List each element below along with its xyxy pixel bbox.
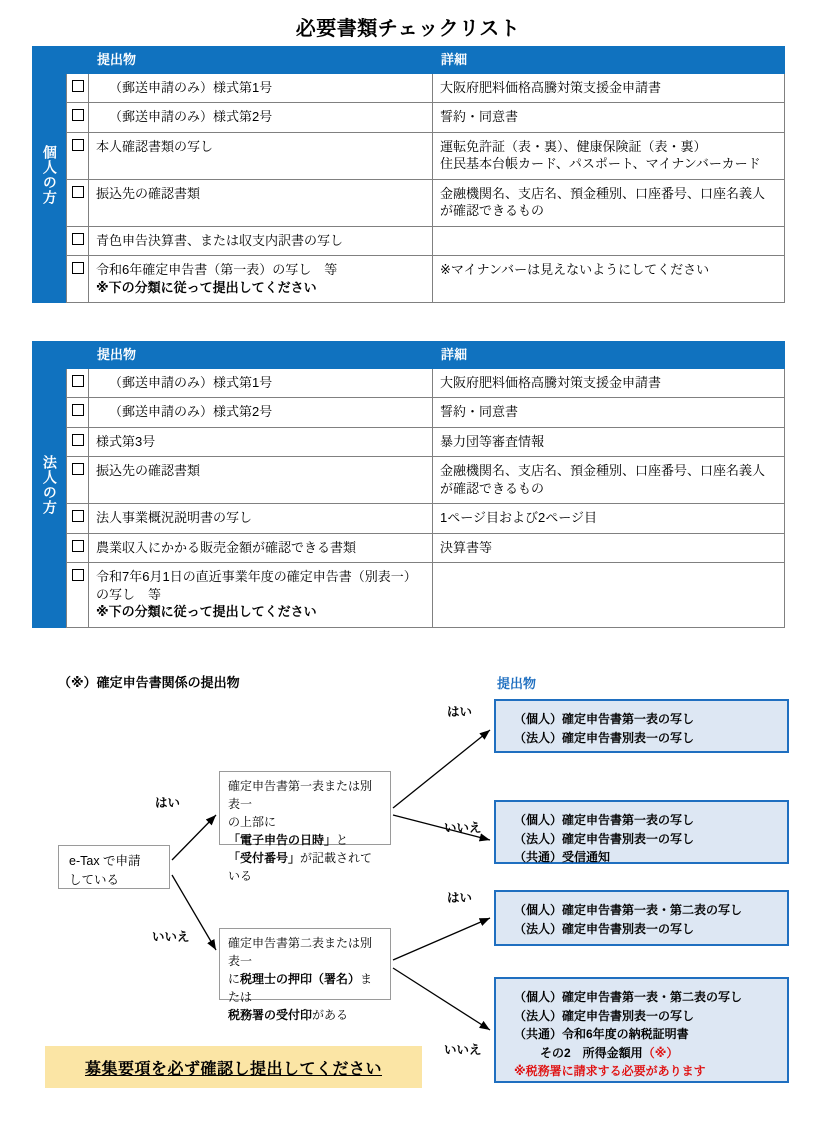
row-detail-text: 大阪府肥料価格高騰対策支援金申請書 — [440, 79, 662, 95]
row-detail-text: 1ページ目および2ページ目 — [440, 510, 597, 526]
row-item-text: （郵送申請のみ）様式第1号 — [109, 374, 273, 390]
row-checkbox-cell[interactable] — [67, 563, 89, 628]
edge-label-no-start: いいえ — [152, 930, 190, 944]
table-row — [67, 226, 785, 256]
row-item-cell — [89, 457, 433, 504]
flow-result-line: （法人）確定申告書別表一の写し — [514, 831, 695, 846]
table-row — [67, 398, 785, 428]
row-item-text: 様式第3号 — [96, 433, 156, 449]
table-corporate — [66, 341, 785, 628]
table-row — [67, 368, 785, 398]
row-item-text: （郵送申請のみ）様式第1号 — [109, 79, 273, 95]
row-item-text: 振込先の確認書類 — [96, 185, 201, 201]
row-item-cell — [89, 73, 433, 103]
checkbox-icon[interactable] — [72, 540, 84, 552]
table-individual — [66, 46, 785, 303]
flow-result-line: （個人）確定申告書第一表の写し — [514, 712, 695, 726]
row-item-cell — [89, 368, 433, 398]
column-header-item: 提出物 — [89, 342, 433, 369]
checkbox-icon[interactable] — [72, 375, 84, 387]
row-detail-text: 決算書等 — [440, 539, 493, 555]
row-checkbox-cell[interactable] — [67, 398, 89, 428]
flow-question-1-line1: 確定申告書第一表または別表一 — [228, 779, 373, 811]
row-checkbox-cell[interactable] — [67, 226, 89, 256]
flow-question-2-line2b: または — [228, 972, 373, 1004]
flow-start-text: e-Tax で申請 している — [69, 854, 141, 888]
row-detail-cell — [433, 563, 785, 628]
flow-question-1-line3-bold: 「受付番号」 — [228, 851, 301, 865]
row-item-text: （郵送申請のみ）様式第2号 — [109, 404, 273, 420]
row-detail-text: 暴力団等審査情報 — [440, 433, 545, 449]
row-item-cell — [89, 504, 433, 534]
flow-question-2-line2a: に — [228, 972, 241, 986]
row-checkbox-cell[interactable] — [67, 457, 89, 504]
row-detail-text: ※マイナンバーは見えないようにしてください — [440, 262, 710, 278]
checkbox-icon[interactable] — [72, 139, 84, 151]
checklist-table-corporate — [32, 341, 784, 628]
flow-result-line: （共通）令和6年度の納税証明書 — [514, 1027, 689, 1042]
table-row — [67, 504, 785, 534]
row-detail-text: 大阪府肥料価格高騰対策支援金申請書 — [440, 374, 662, 390]
table-row — [67, 563, 785, 628]
flow-question-1-line2a: の上部に — [228, 815, 277, 829]
row-item-text: 法人事業概況説明書の写し — [96, 510, 253, 526]
flow-result-box-2 — [494, 800, 789, 864]
edge-label-yes-start: はい — [155, 796, 181, 810]
row-detail-text: 誓約・同意書 — [440, 404, 519, 420]
flow-question-2-line3-bold: 税務署の受付印 — [228, 1008, 313, 1022]
flow-result-line: （個人）確定申告書第一表・第二表の写し — [514, 903, 743, 917]
flow-result-box-4 — [494, 977, 789, 1083]
row-item-text: 農業収入にかかる販売金額が確認できる書類 — [96, 539, 357, 555]
row-detail-text: 金融機関名、支店名、預金種別、口座番号、口座名義人が確認できるもの — [440, 185, 766, 219]
column-header-check — [67, 342, 89, 369]
page-title: 必要書類チェックリスト — [295, 18, 521, 40]
row-checkbox-cell[interactable] — [67, 533, 89, 563]
checkbox-icon[interactable] — [72, 404, 84, 416]
flow-question-2-line3: がある — [312, 1008, 349, 1022]
row-item-cell — [89, 563, 433, 628]
table-row — [67, 427, 785, 457]
row-checkbox-cell[interactable] — [67, 256, 89, 303]
flow-question-box-2 — [219, 928, 391, 1022]
row-item-cell — [89, 226, 433, 256]
table-header-row — [67, 47, 785, 74]
flow-start-box — [58, 845, 170, 889]
side-label-corporate — [32, 341, 66, 628]
row-detail-cell — [433, 73, 785, 103]
row-item-text: 本人確認書類の写し — [96, 138, 214, 154]
flow-result-box-1 — [494, 699, 789, 753]
edge-label-yes-q2: はい — [447, 891, 473, 905]
row-detail-cell — [433, 103, 785, 133]
flow-result-asterisk: （※） — [642, 1045, 679, 1060]
edge-label-no-q1: いいえ — [444, 821, 482, 835]
table-row — [67, 533, 785, 563]
row-detail-cell — [433, 398, 785, 428]
row-checkbox-cell[interactable] — [67, 179, 89, 226]
row-checkbox-cell[interactable] — [67, 427, 89, 457]
flow-result-line: （個人）確定申告書第一表・第二表の写し — [514, 990, 743, 1004]
table-row — [67, 73, 785, 103]
table-row — [67, 457, 785, 504]
row-detail-text: 運転免許証（表・裏）、健康保険証（表・裏） 住民基本台帳カード、パスポート、マイナンバーカード — [440, 138, 761, 172]
table-row — [67, 132, 785, 179]
checkbox-icon[interactable] — [72, 109, 84, 121]
flow-result-line: （法人）確定申告書別表一の写し — [514, 730, 695, 745]
row-item-note: ※下の分類に従って提出してください — [96, 279, 317, 295]
row-detail-cell — [433, 256, 785, 303]
checkbox-icon[interactable] — [72, 186, 84, 198]
row-item-text: （郵送申請のみ）様式第2号 — [109, 109, 273, 125]
flow-result-box-3 — [494, 890, 789, 946]
row-checkbox-cell[interactable] — [67, 368, 89, 398]
checkbox-icon[interactable] — [72, 434, 84, 446]
row-item-cell — [89, 179, 433, 226]
flow-question-2-line2-bold: 税理士の押印（署名） — [240, 972, 361, 986]
flow-output-heading: 提出物 — [497, 676, 537, 691]
checkbox-icon[interactable] — [72, 80, 84, 92]
checkbox-icon[interactable] — [72, 569, 84, 581]
row-item-text: 振込先の確認書類 — [96, 463, 201, 479]
flow-question-box-1 — [219, 771, 391, 883]
flow-result-line: その2 所得金額用（※） — [540, 1045, 679, 1060]
side-label-text: 個人の方 — [41, 144, 58, 205]
row-checkbox-cell[interactable] — [67, 504, 89, 534]
row-detail-cell — [433, 457, 785, 504]
row-detail-text: 金融機関名、支店名、預金種別、口座番号、口座名義人が確認できるもの — [440, 463, 766, 496]
row-detail-cell — [433, 226, 785, 256]
flow-section-heading: （※）確定申告書関係の提出物 — [58, 675, 240, 690]
edge-label-yes-q1: はい — [447, 705, 473, 719]
flow-result-line: （法人）確定申告書別表一の写し — [514, 1008, 695, 1023]
column-header-detail: 詳細 — [433, 47, 785, 74]
row-item-cell — [89, 103, 433, 133]
edge-label-no-q2: いいえ — [444, 1043, 482, 1057]
table-row — [67, 179, 785, 226]
side-label-text: 法人の方 — [41, 454, 58, 515]
flow-question-2-line1: 確定申告書第二表または別表一 — [228, 936, 373, 968]
checkbox-icon[interactable] — [72, 233, 84, 245]
row-item-text: 令和6年確定申告書（第一表）の写し 等 — [96, 262, 338, 278]
table-row — [67, 103, 785, 133]
table-header-row — [67, 342, 785, 369]
row-item-cell — [89, 132, 433, 179]
checkbox-icon[interactable] — [72, 463, 84, 475]
footer-banner-text: 募集要項を必ず確認し提出してください — [84, 1060, 382, 1078]
row-item-cell — [89, 427, 433, 457]
footer-banner — [45, 1046, 422, 1088]
flow-result-line: （個人）確定申告書第一表の写し — [514, 813, 695, 827]
row-detail-text: 誓約・同意書 — [440, 109, 519, 125]
flow-question-1-line2-bold: 「電子申告の日時」 — [228, 833, 337, 847]
row-detail-cell — [433, 132, 785, 179]
column-header-detail: 詳細 — [433, 342, 785, 369]
checkbox-icon[interactable] — [72, 262, 84, 274]
row-item-note: ※下の分類に従って提出してください — [96, 604, 317, 620]
column-header-item: 提出物 — [89, 47, 433, 74]
row-detail-cell — [433, 504, 785, 534]
row-item-cell — [89, 398, 433, 428]
table-row — [67, 256, 785, 303]
flow-question-1-line2b: と — [336, 833, 349, 847]
flow-question-1-line3: が記載されている — [228, 851, 373, 883]
flow-result-line: （共通）受信通知 — [514, 850, 611, 865]
checkbox-icon[interactable] — [72, 510, 84, 522]
row-detail-cell — [433, 533, 785, 563]
flow-result-line: （法人）確定申告書別表一の写し — [514, 921, 695, 936]
row-item-text: 令和7年6月1日の直近事業年度の確定申告書（別表一）の写し 等 — [96, 569, 417, 602]
checklist-table-individual — [32, 46, 784, 303]
column-header-check — [67, 47, 89, 74]
row-checkbox-cell[interactable] — [67, 103, 89, 133]
row-item-text: 青色申告決算書、または収支内訳書の写し — [96, 232, 344, 248]
row-detail-cell — [433, 427, 785, 457]
side-label-individual — [32, 46, 66, 303]
row-detail-cell — [433, 179, 785, 226]
row-item-cell — [89, 256, 433, 303]
row-checkbox-cell[interactable] — [67, 132, 89, 179]
flow-result-warning: ※税務署に請求する必要があります — [514, 1064, 706, 1079]
row-checkbox-cell[interactable] — [67, 73, 89, 103]
row-item-cell — [89, 533, 433, 563]
row-detail-cell — [433, 368, 785, 398]
